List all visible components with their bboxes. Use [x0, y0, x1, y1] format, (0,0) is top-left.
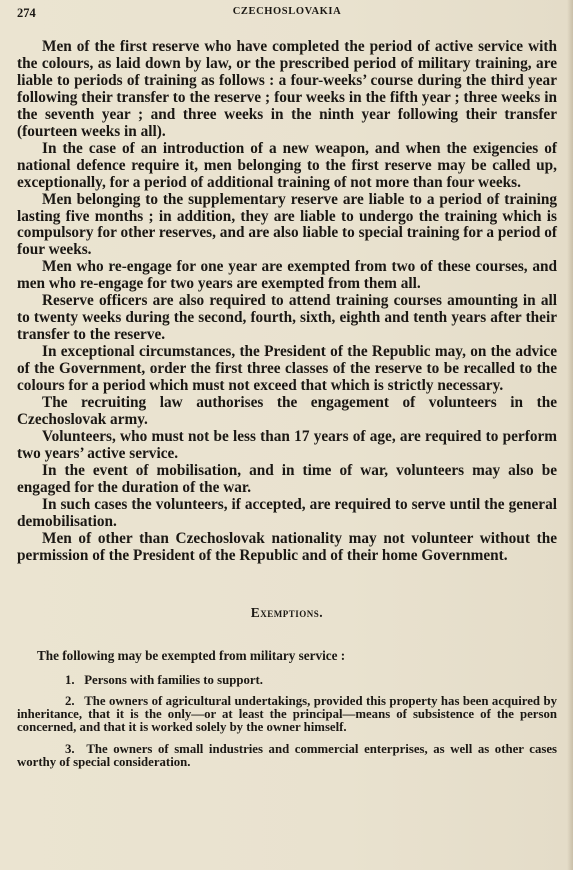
- body-text: [17, 39, 557, 565]
- paragraph: In exceptional circumstances, the President of the Republic may, on the advice of the Government, order the first three classes of the reserve to be recalled to the colours for a period which must not exceed that which is strictly necessary.: [17, 343, 557, 395]
- item-number: 2.: [65, 693, 75, 708]
- item-number: 3.: [65, 741, 75, 756]
- paragraph: In the case of an introduction of a new weapon, and when the exigencies of national defence require it, men belonging to the first reserve may be called up, exceptionally, for a period of additional training of not more than four weeks.: [17, 139, 557, 191]
- paragraph: In the event of mobilisation, and in time of war, volunteers may also be engaged for the duration of the war.: [17, 461, 557, 496]
- paragraph: The recruiting law authorises the engagement of volunteers in the Czechoslovak army.: [17, 394, 557, 428]
- list-item: [17, 743, 557, 770]
- item-text: The owners of small industries and commercial enterprises, as well as other cases worthy of special consideration.: [17, 741, 558, 770]
- item-number: 1.: [65, 672, 75, 687]
- paragraph: In such cases the volunteers, if accepted, are required to serve until the general demobilisation.: [17, 495, 557, 530]
- item-text: The owners of agricultural undertakings, provided this property has been acquired by inheritance, that it is the only—or at least the principal—means of subsistence of the person concerned, and that it is worked solely by the owner himself.: [17, 693, 558, 735]
- exemptions-intro: The following may be exempted from military service :: [37, 647, 346, 663]
- paragraph: Men of other than Czechoslovak nationality may not volunteer without the permission of the President of the Republic and of their home Government.: [17, 529, 557, 564]
- paragraph: Reserve officers are also required to attend training courses amounting in all to twenty weeks during the second, fourth, sixth, eighth and tenth years after their transfer to the reserve.: [17, 292, 557, 344]
- section-heading: Exemptions.: [250, 604, 324, 620]
- list-item: [17, 695, 557, 735]
- paragraph: Men belonging to the supplementary reserve are liable to a period of training lasting five months ; in addition, they are liable to undergo the training which is compulsory for other reserves, and are also liable to special training for a period of four weeks.: [17, 190, 557, 259]
- exemptions-list: [17, 674, 557, 770]
- paragraph: Men who re-engage for one year are exempted from two of these courses, and men who re-engage for two years are exempted from them all.: [17, 258, 557, 293]
- page-header: [17, 6, 557, 26]
- page-number: 274: [17, 6, 36, 20]
- page-edge: [567, 0, 573, 870]
- running-head: CZECHOSLOVAKIA: [232, 6, 342, 17]
- paragraph: Men of the first reserve who have completed the period of active service with the colours, as laid down by law, or the prescribed period of military training, are liable to periods of training as follows : a four-weeks’ course during the third year following their transfer to the reserve ; four weeks in the fifth year ; three weeks in the seventh year ; and three weeks in the ninth year following their transfer (fourteen weeks in all).: [17, 38, 557, 140]
- list-item: [17, 674, 557, 687]
- paragraph: Volunteers, who must not be less than 17 years of age, are required to perform two years’ active service.: [17, 427, 557, 462]
- item-text: Persons with families to support.: [84, 672, 264, 687]
